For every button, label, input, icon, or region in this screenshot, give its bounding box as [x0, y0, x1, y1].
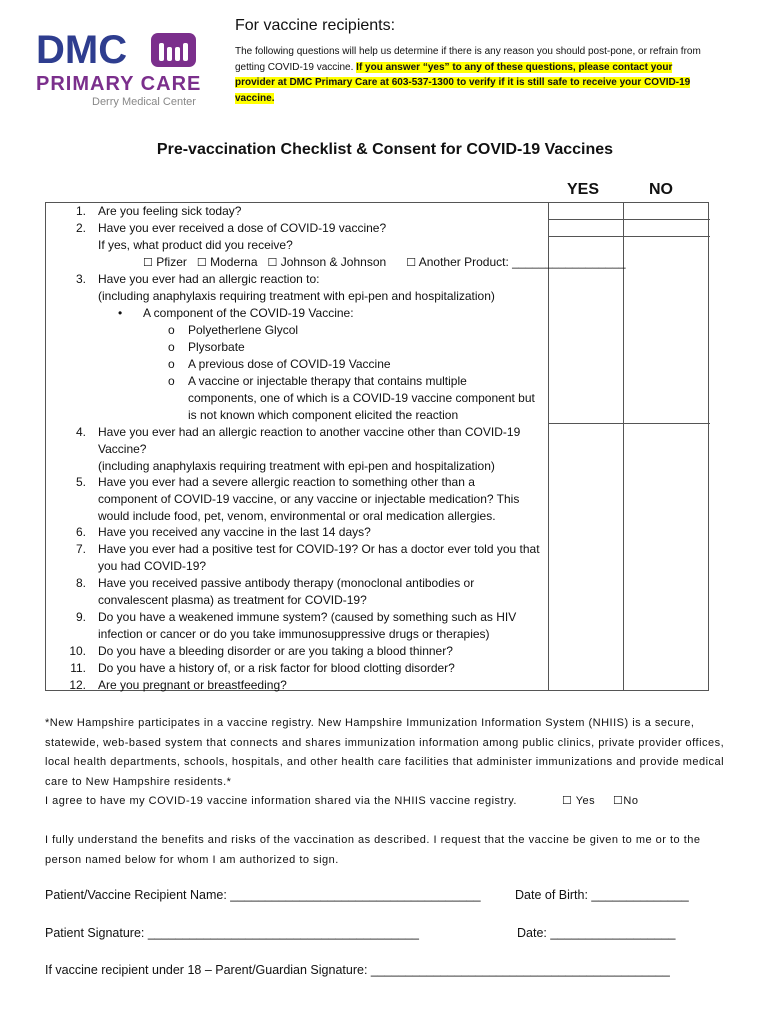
q1-no-cell[interactable]: [624, 203, 709, 219]
table-divider: [548, 423, 710, 424]
question-text: Are you pregnant or breastfeeding?: [98, 678, 287, 692]
question-number: 2.: [75, 221, 86, 235]
question-text: Have you ever had an allergic reaction to another vaccine other than COVID-19: [98, 425, 521, 439]
question-text: Have you ever received a dose of COVID-19 vaccine?: [98, 221, 387, 235]
component-item: is not known which component elicited the reaction: [188, 408, 459, 422]
question-text: (including anaphylaxis requiring treatment with epi-pen and hospitalization): [98, 289, 495, 303]
dmc-logo: [36, 30, 206, 110]
question-text: Do you have a weakened immune system? (caused by something such as HIV: [98, 610, 517, 624]
question-text: Have you ever had a positive test for COVID-19? Or has a doctor ever told you that: [98, 542, 540, 556]
question-text: Do you have a bleeding disorder or are you taking a blood thinner?: [98, 644, 453, 658]
other-product-checkbox[interactable]: ☐: [406, 257, 417, 269]
circle-bullet-icon: o: [168, 374, 175, 388]
intro-text: [235, 44, 710, 106]
registry-no-option[interactable]: [613, 792, 638, 812]
question-text: component of COVID-19 vaccine, or any vaccine or injectable medication? This: [98, 492, 520, 506]
table-divider: [548, 236, 710, 237]
question-text: Are you feeling sick today?: [98, 204, 242, 218]
no-column-header: NO: [649, 181, 673, 198]
moderna-checkbox[interactable]: ☐: [196, 257, 207, 269]
question-text: you had COVID-19?: [98, 559, 207, 573]
component-item: A previous dose of COVID-19 Vaccine: [188, 357, 391, 371]
registry-yes-checkbox[interactable]: ☐: [562, 795, 573, 807]
question-text: would include food, pet, venom, environmental or oral medication allergies.: [98, 509, 496, 523]
question-number: 11.: [70, 661, 86, 675]
recipient-name-field[interactable]: Patient/Vaccine Recipient Name: ____________________________________: [45, 888, 481, 902]
registry-yes-option[interactable]: [562, 792, 595, 812]
registry-agree-row: [45, 792, 735, 812]
q1-yes-cell[interactable]: [549, 203, 623, 219]
consent-text: I fully understand the benefits and risks of the vaccination as described. I request that the vaccine be given to me or to the person named below for whom I am authorized to sign.: [45, 834, 701, 866]
registry-text: *New Hampshire participates in a vaccine registry. New Hampshire Immunization Information System (NHIIS) is a secure, statewide, web-based system that connects and shares immunization information among public clinics, private provider offices, local health departments, schools, hospitals, and other health care facilities that administer immunizations and provide medical care to New Hampshire residents.*: [45, 717, 725, 788]
question-text: Vaccine?: [98, 442, 147, 456]
registry-no-checkbox[interactable]: ☐: [613, 795, 624, 807]
circle-bullet-icon: o: [168, 357, 175, 371]
question-number: 9.: [75, 610, 86, 624]
yes-column-header: YES: [567, 181, 600, 198]
date-of-birth-field[interactable]: Date of Birth: ______________: [515, 888, 689, 902]
question-number: 6.: [75, 525, 86, 539]
question-text: convalescent plasma) as treatment for COVID-19?: [98, 593, 367, 607]
question-text: Have you ever had an allergic reaction to:: [98, 272, 320, 286]
question-text: Have you received passive antibody therapy (monoclonal antibodies or: [98, 576, 475, 590]
table-divider: [623, 202, 624, 691]
other-product-field[interactable]: Another Product: _________________: [418, 255, 626, 269]
question-number: 4.: [75, 425, 86, 439]
family-icon: [151, 33, 196, 67]
intro-section: [235, 16, 710, 106]
moderna-label: Moderna: [210, 255, 258, 269]
logo-dmc-text: DMC: [36, 28, 128, 72]
component-item: Plysorbate: [188, 340, 245, 354]
component-item: Polyetherlene Glycol: [188, 323, 299, 337]
question-text: If yes, what product did you receive?: [98, 238, 293, 252]
pfizer-checkbox[interactable]: ☐: [143, 257, 153, 269]
intro-plain: The following questions will help us determine if there is any reason you should post-pone, or refrain from getting COVID-19 vaccine.: [235, 46, 701, 73]
pfizer-label: Pfizer: [156, 255, 187, 269]
question-text: (including anaphylaxis requiring treatment with epi-pen and hospitalization): [98, 459, 495, 473]
question-text: Do you have a history of, or a risk factor for blood clotting disorder?: [98, 661, 455, 675]
registry-agree-text: I agree to have my COVID-19 vaccine information shared via the NHIIS vaccine registry.: [45, 795, 517, 807]
question-number: 8.: [75, 576, 86, 590]
circle-bullet-icon: o: [168, 340, 175, 354]
intro-highlight: If you answer “yes” to any of these questions, please contact your provider at DMC Primary Care at 603-537-1300 to verify if it is still safe to receive your COVID-19 vaccine.: [235, 61, 691, 104]
bullet-icon: •: [118, 306, 123, 320]
logo-center-text: Derry Medical Center: [92, 96, 196, 108]
product-options: [143, 254, 626, 272]
registry-yes-label: Yes: [575, 795, 596, 807]
circle-bullet-icon: o: [168, 323, 175, 337]
jj-checkbox[interactable]: ☐: [267, 257, 278, 269]
component-item: A vaccine or injectable therapy that contains multiple: [188, 374, 467, 388]
question-text: infection or cancer or do you take immunosuppressive drugs or therapies): [98, 627, 490, 641]
question-number: 10.: [69, 644, 86, 658]
question-number: 1.: [75, 204, 86, 218]
registry-no-label: No: [623, 795, 639, 807]
question-number: 7.: [75, 542, 86, 556]
q2-no-cell[interactable]: [624, 220, 709, 236]
question-number: 12.: [69, 678, 86, 692]
question-number: 3.: [75, 272, 86, 286]
component-bullet: A component of the COVID-19 Vaccine:: [143, 306, 354, 320]
component-item: components, one of which is a COVID-19 vaccine component but: [188, 391, 535, 405]
question-number: 5.: [75, 475, 86, 489]
intro-heading: For vaccine recipients:: [235, 17, 396, 34]
patient-signature-field[interactable]: Patient Signature: _______________________________________: [45, 926, 419, 940]
question-text: Have you received any vaccine in the last 14 days?: [98, 525, 371, 539]
date-field[interactable]: Date: __________________: [517, 926, 676, 940]
table-divider: [548, 202, 549, 691]
question-text: Have you ever had a severe allergic reaction to something other than a: [98, 475, 475, 489]
guardian-signature-field[interactable]: If vaccine recipient under 18 – Parent/Guardian Signature: ___________________________________________: [45, 963, 670, 977]
page-title: Pre-vaccination Checklist & Consent for COVID-19 Vaccines: [156, 141, 614, 158]
logo-primary-care-text: PRIMARY CARE: [36, 73, 202, 95]
q2-yes-cell[interactable]: [549, 220, 623, 236]
jj-label: Johnson & Johnson: [280, 255, 387, 269]
